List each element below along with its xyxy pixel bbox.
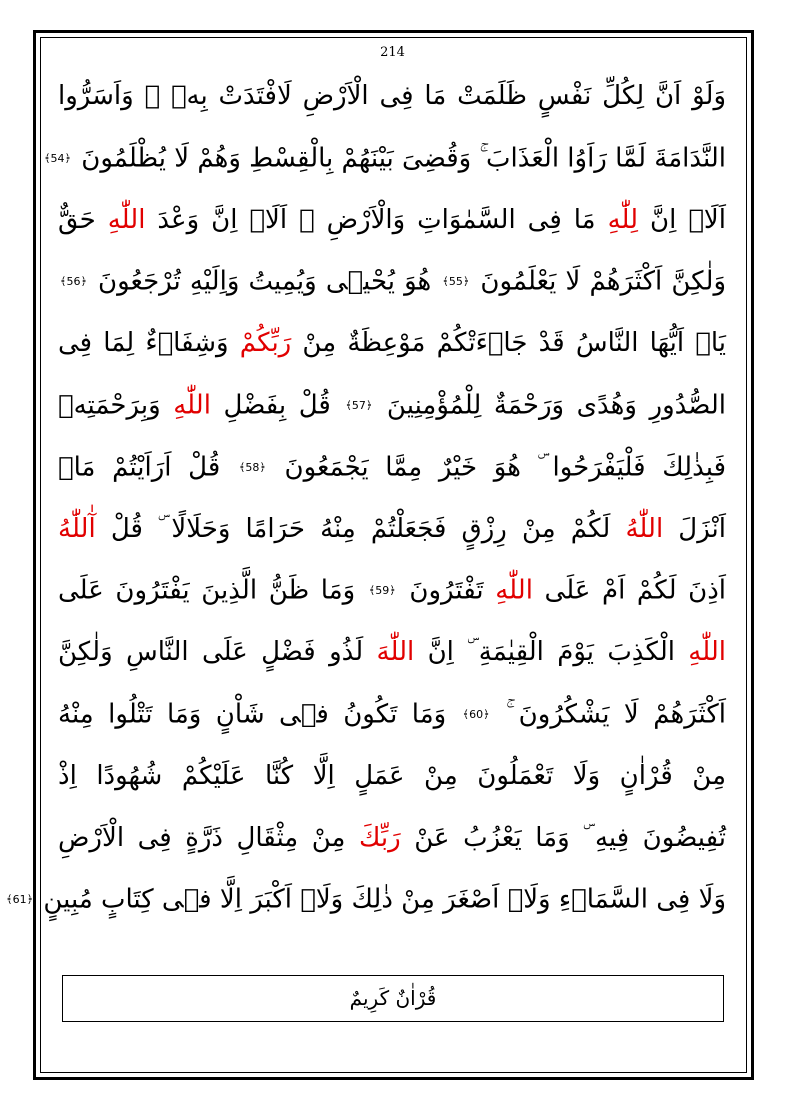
text-segment: حَقٌّ: [58, 204, 108, 235]
highlighted-word: اللّٰهِ: [495, 575, 533, 606]
highlighted-word: رَبِّكُمْ: [239, 328, 292, 359]
text-segment: وَمَا ظَنُّ الَّذِينَ يَفْتَرُونَ عَلَى: [58, 575, 367, 606]
text-segment: مِنْ مِثْقَالِ ذَرَّةٍ فِى الْاَرْضِ: [58, 822, 360, 853]
text-segment: النَّدَامَةَ لَمَّا رَاَوُا الْعَذَابَ ۚ وَقُضِىَ بَيْنَهُمْ بِالْقِسْطِ وَهُمْ لَا يُظْلَمُونَ: [73, 143, 726, 174]
text-segment: وَلَا فِى السَّمَاۤءِ وَلَاۤ اَصْغَرَ مِنْ ذٰلِكَ وَلَاۤ اَكْبَرَ اِلَّا فٖى كِتَابٍ مُبِينٍ: [35, 884, 726, 915]
text-segment: اَلَاۤ اِنَّ: [638, 204, 726, 235]
text-segment: تَفْتَرُونَ: [397, 575, 496, 606]
text-segment: وَبِرَحْمَتِهٖ: [58, 390, 174, 421]
page-number: 214: [380, 45, 405, 60]
verse-number-marker: ﴿54﴾: [44, 151, 71, 165]
text-segment: وَلٰكِنَّ اَكْثَرَهُمْ لَا يَعْلَمُونَ: [471, 266, 727, 297]
verse-number-marker: ﴿61﴾: [6, 893, 34, 907]
highlighted-word: رَبِّكَ: [359, 822, 401, 853]
text-segment: يَاۤ اَيُّهَا النَّاسُ قَدْ جَاۤءَتْكُمْ مَوْعِظَةٌ مِنْ: [291, 328, 726, 359]
footer-box: [62, 975, 724, 1022]
text-segment: الصُّدُورِ وَهُدًى وَرَحْمَةٌ لِلْمُؤْمِنِينَ: [374, 390, 726, 421]
verse-number-marker: ﴿60﴾: [462, 707, 490, 721]
text-line: [58, 684, 726, 746]
text-segment: اَكْثَرَهُمْ لَا يَشْكُرُونَ ۚ: [491, 699, 726, 730]
highlighted-word: اللّٰهِ: [107, 204, 146, 235]
highlighted-word: اللّٰهُ: [625, 513, 664, 544]
verse-number-marker: ﴿55﴾: [442, 275, 470, 289]
text-line: [58, 560, 726, 622]
footer-text: قُرْاٰنٌ كَرِيمٌ: [349, 986, 437, 1010]
text-line: [58, 499, 726, 561]
text-segment: اَنْزَلَ: [663, 513, 726, 544]
text-segment: مِنْ قُرْاٰنٍ وَلَا تَعْمَلُونَ مِنْ عَمَلٍ اِلَّا كُنَّا عَلَيْكُمْ شُهُودًا اِذْ: [58, 760, 726, 791]
text-line: [6, 869, 726, 931]
text-segment: لَكُمْ مِنْ رِزْقٍ فَجَعَلْتُمْ مِنْهُ حَرَامًا وَحَلَالًا ۜ قُلْ: [95, 513, 626, 544]
text-segment: هُوَ يُحْيٖى وَيُمِيتُ وَاِلَيْهِ تُرْجَعُونَ: [88, 266, 441, 297]
text-line: [58, 375, 726, 437]
text-line: [58, 622, 726, 684]
highlighted-word: اللّٰهَ: [376, 637, 415, 668]
text-segment: تُفِيضُونَ فِيهِ ۜ وَمَا يَعْزُبُ عَنْ: [400, 822, 726, 853]
text-segment: وَشِفَاۤءٌ لِمَا فِى: [58, 328, 240, 359]
highlighted-word: اللّٰهِ: [173, 390, 211, 421]
verse-number-marker: ﴿59﴾: [368, 584, 396, 598]
text-segment: قُلْ اَرَاَيْتُمْ مَاۤ: [58, 452, 237, 483]
text-segment: لَذُو فَضْلٍ عَلَى النَّاسِ وَلٰكِنَّ: [58, 637, 377, 668]
text-line: [58, 251, 726, 313]
text-segment: قُلْ بِفَضْلِ: [210, 390, 344, 421]
text-line: [58, 437, 726, 499]
text-line: [44, 128, 726, 190]
text-segment: وَمَا تَكُونُ فٖى شَاْنٍ وَمَا تَتْلُوا مِنْهُ: [58, 699, 461, 730]
highlighted-word: اللّٰهِ: [688, 637, 726, 668]
verse-number-marker: ﴿58﴾: [238, 460, 266, 474]
text-segment: الْكَذِبَ يَوْمَ الْقِيٰمَةِ ۜ اِنَّ: [414, 637, 689, 668]
verse-number-marker: ﴿56﴾: [60, 275, 87, 289]
text-segment: فَبِذٰلِكَ فَلْيَفْرَحُوا ۜ هُوَ خَيْرٌ مِمَّا يَجْمَعُونَ: [267, 452, 726, 483]
text-body: [6, 66, 727, 946]
text-line: [58, 746, 726, 808]
text-segment: مَا فِى السَّمٰوَاتِ وَالْاَرْضِ ۜ اَلَاۤ اِنَّ وَعْدَ: [145, 204, 608, 235]
highlighted-word: آٰللّٰهُ: [58, 513, 96, 544]
verse-number-marker: ﴿57﴾: [345, 398, 373, 412]
text-line: [58, 190, 726, 252]
text-segment: اَذِنَ لَكُمْ اَمْ عَلَى: [532, 575, 727, 606]
text-segment: وَلَوْ اَنَّ لِكُلِّ نَفْسٍ ظَلَمَتْ مَا فِى الْاَرْضِ لَافْتَدَتْ بِهٖ ۜ وَاَسَرُّوا: [58, 81, 726, 111]
text-line: [58, 66, 726, 128]
text-line: [58, 808, 726, 870]
highlighted-word: لِلّٰهِ: [607, 204, 639, 235]
text-line: [58, 313, 726, 375]
